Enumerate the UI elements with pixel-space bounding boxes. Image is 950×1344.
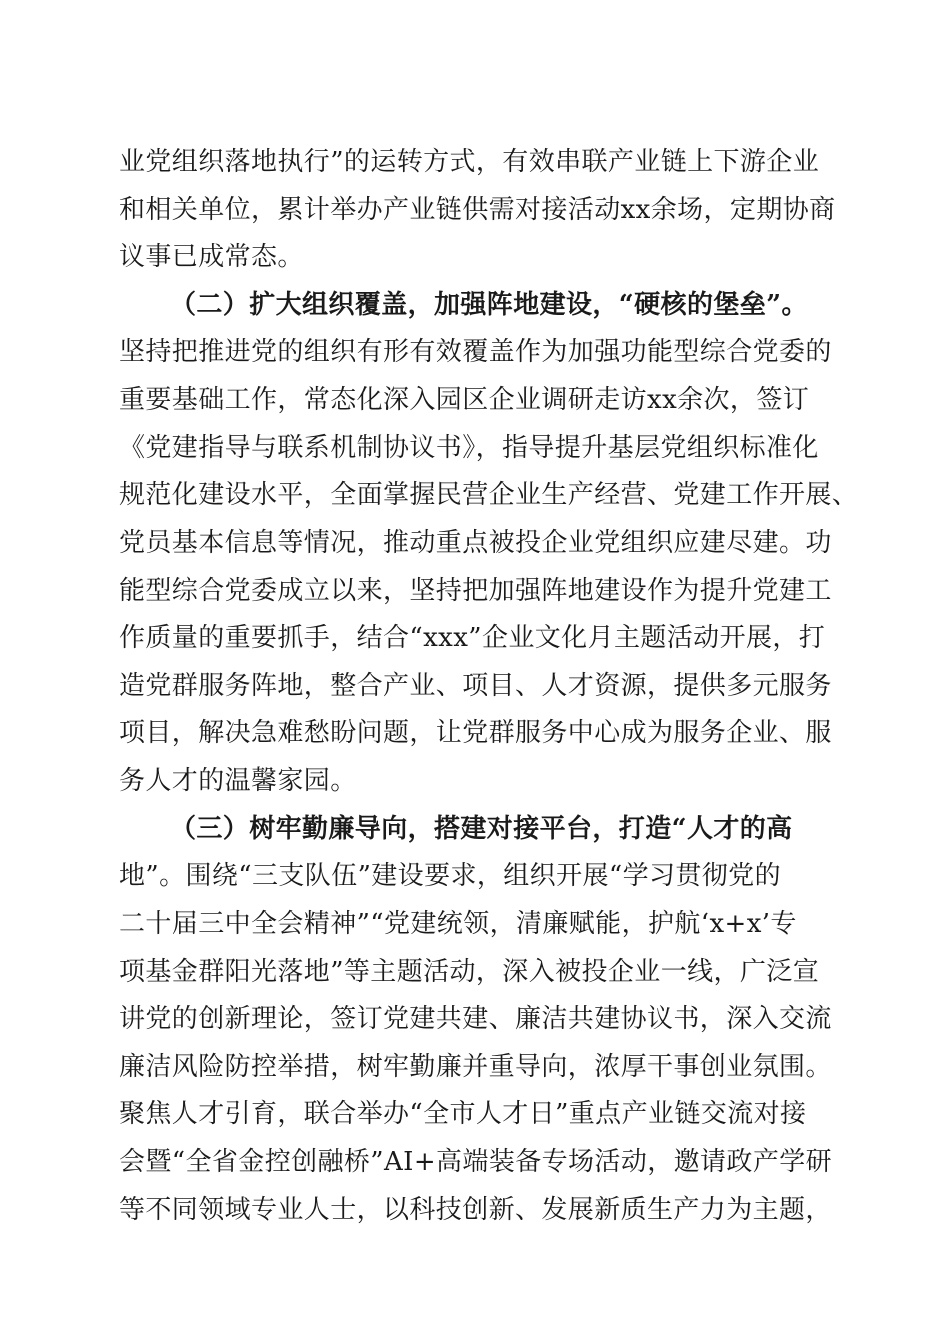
paragraph-2-line-6: 能型综合党委成立以来，坚持把加强阵地建设作为提升党建工 [119,576,832,606]
paragraph-3-line-2: 二十届三中全会精神”“党建统领，清廉赋能，护航‘x+x’专 [119,909,797,939]
paragraph-3-line-5: 廉洁风险防控举措，树牢勤廉并重导向，浓厚干事创业氛围。 [119,1052,832,1082]
paragraph-3-line-8: 等不同领域专业人士，以科技创新、发展新质生产力为主题， [119,1195,832,1225]
paragraph-3-line-3: 项基金群阳光落地”等主题活动，深入被投企业一线，广泛宣 [119,957,820,987]
paragraph-1-line-1: 业党组织落地执行”的运转方式，有效串联产业链上下游企业 [119,147,820,177]
section-2-heading: （二）扩大组织覆盖，加强阵地建设，“硬核的堡垒”。 [170,290,808,320]
paragraph-2-line-9: 项目，解决急难愁盼问题，让党群服务中心成为服务企业、服 [119,718,832,748]
paragraph-2-line-10: 务人才的温馨家园。 [119,766,357,796]
paragraph-2-line-1: 坚持把推进党的组织有形有效覆盖作为加强功能型综合党委的 [119,337,832,367]
paragraph-2-line-5: 党员基本信息等情况，推动重点被投企业党组织应建尽建。功 [119,528,832,558]
paragraph-3-line-1: 地”。围绕“三支队伍”建设要求，组织开展“学习贯彻党的 [119,861,781,891]
paragraph-3-line-7: 会暨“全省金控创融桥”AI+高端装备专场活动，邀请政产学研 [119,1147,833,1177]
paragraph-3-line-6: 聚焦人才引育，联合举办“全市人才日”重点产业链交流对接 [119,1099,807,1129]
paragraph-2-line-7: 作质量的重要抓手，结合“xxx”企业文化月主题活动开展，打 [119,623,826,653]
section-3-heading: （三）树牢勤廉导向，搭建对接平台，打造“人才的高 [170,814,793,844]
paragraph-1-line-3: 议事已成常态。 [119,242,304,272]
paragraph-2-line-8: 造党群服务阵地，整合产业、项目、人才资源，提供多元服务 [119,671,832,701]
paragraph-2-line-4: 规范化建设水平，全面掌握民营企业生产经营、党建工作开展、 [119,480,859,510]
paragraph-1-line-2: 和相关单位，累计举办产业链供需对接活动xx余场，定期协商 [119,195,836,225]
paragraph-2-line-2: 重要基础工作，常态化深入园区企业调研走访xx余次，签订 [119,385,810,415]
paragraph-2-line-3: 《党建指导与联系机制协议书》，指导提升基层党组织标准化 [119,433,819,463]
paragraph-3-line-4: 讲党的创新理论，签订党建共建、廉洁共建协议书，深入交流 [119,1004,832,1034]
